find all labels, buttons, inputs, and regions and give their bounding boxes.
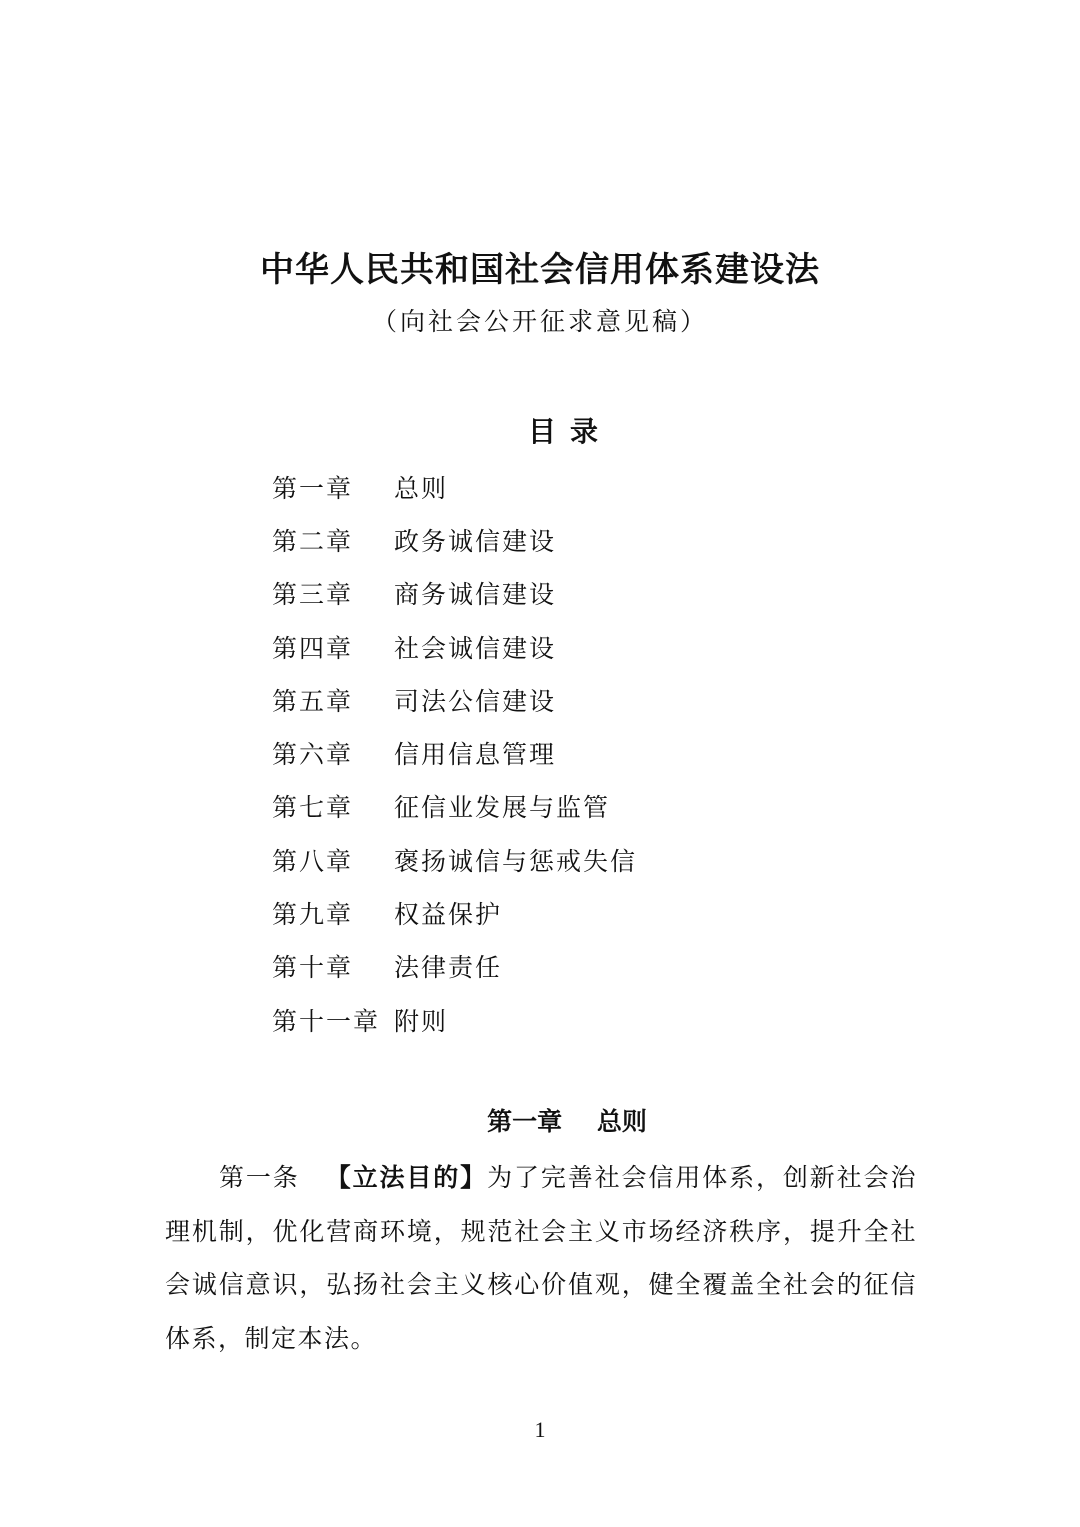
toc-chapter-name: 征信业发展与监管 xyxy=(394,793,611,823)
article-label: 第一条 xyxy=(219,1163,300,1192)
toc-item xyxy=(272,780,792,833)
toc-chapter-number: 第十章 xyxy=(272,953,354,983)
toc-chapter-name: 政务诚信建设 xyxy=(394,526,557,556)
page-number: 1 xyxy=(534,1417,546,1442)
toc-item xyxy=(272,940,792,993)
toc-chapter-number: 第五章 xyxy=(272,686,354,716)
article-paragraph xyxy=(165,1151,917,1365)
chapter-heading: 第一章 总则 xyxy=(487,1107,647,1136)
toc-chapter-number: 第四章 xyxy=(272,633,354,663)
document-subtitle: （向社会公开征求意见稿） xyxy=(371,307,708,336)
toc-chapter-name: 附则 xyxy=(394,1006,449,1036)
toc-chapter-name: 总则 xyxy=(394,473,449,503)
toc-chapter-name: 法律责任 xyxy=(394,953,503,983)
toc-chapter-number: 第三章 xyxy=(272,580,354,610)
toc-chapter-number: 第一章 xyxy=(272,473,354,503)
toc-chapter-number: 第七章 xyxy=(272,793,354,823)
toc-chapter-name: 司法公信建设 xyxy=(394,686,557,716)
toc-chapter-number: 第九章 xyxy=(272,900,354,930)
toc-item xyxy=(272,886,792,939)
toc-chapter-name: 权益保护 xyxy=(394,900,503,930)
toc-item xyxy=(272,620,792,673)
toc-item xyxy=(272,726,792,779)
toc-chapter-name: 商务诚信建设 xyxy=(394,580,557,610)
toc-heading: 目录 xyxy=(527,415,612,448)
toc-item xyxy=(272,993,792,1046)
toc-chapter-name: 信用信息管理 xyxy=(394,740,557,770)
article-text: 为了完善社会信用体系，创新社会治理机制，优化营商环境，规范社会主义市场经济秩序，提升全社会诚信意识，弘扬社会主义核心价值观，健全覆盖全社会的征信体系，制定本法。 xyxy=(165,1163,917,1353)
toc-chapter-name: 社会诚信建设 xyxy=(394,633,557,663)
toc-item xyxy=(272,513,792,566)
document-title: 中华人民共和国社会信用体系建设法 xyxy=(260,250,820,290)
toc-item xyxy=(272,567,792,620)
toc-chapter-number: 第十一章 xyxy=(272,1006,381,1036)
toc-chapter-number: 第六章 xyxy=(272,740,354,770)
toc-chapter-number: 第八章 xyxy=(272,846,354,876)
toc-item xyxy=(272,673,792,726)
table-of-contents xyxy=(272,460,792,1046)
toc-chapter-number: 第二章 xyxy=(272,526,354,556)
article-purpose-tag: 【立法目的】 xyxy=(325,1163,488,1192)
toc-item xyxy=(272,460,792,513)
toc-item xyxy=(272,833,792,886)
toc-chapter-name: 褒扬诚信与惩戒失信 xyxy=(394,846,638,876)
